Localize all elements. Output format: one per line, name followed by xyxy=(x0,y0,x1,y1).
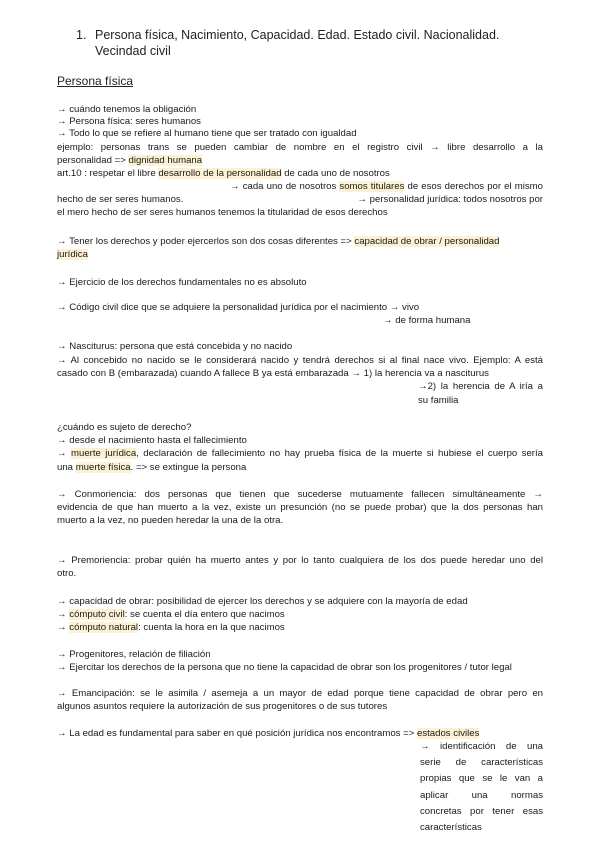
note-text: → Tener los derechos y poder ejercerlos son dos cosas diferentes => xyxy=(57,236,355,247)
note-line: características xyxy=(420,821,482,833)
note-line: → Ejercitar los derechos de la persona que no tiene la capacidad de obrar son los progenitores / tutor legal xyxy=(57,662,512,673)
note-line: → identificación de una xyxy=(420,741,543,752)
highlighted-term: jurídica xyxy=(57,249,88,260)
note-line xyxy=(57,168,543,180)
note-line xyxy=(57,609,543,621)
note-text: , declaración de fallecimiento no hay prueba física de la muerte si hubiese el cuerpo sería xyxy=(136,448,543,459)
note-line: → Al concebido no nacido se le considerará nacido y tendrá derechos si al final nace vivo. Ejemplo: A está xyxy=(57,355,543,366)
note-line: → cuándo tenemos la obligación xyxy=(57,104,197,115)
note-line: hecho de ser seres humanos. xyxy=(57,194,184,205)
title-text: Persona física, Nacimiento, Capacidad. Edad. Estado civil. Nacionalidad. Vecindad civil xyxy=(95,28,500,58)
note-line: → Premoriencia: probar quién ha muerto antes y por lo tanto cualquiera de los dos puede heredar uno del xyxy=(57,555,543,566)
note-line: → Código civil dice que se adquiere la personalidad jurídica por el nacimiento → vivo xyxy=(57,302,420,313)
note-line: → Progenitores, relación de filiación xyxy=(57,649,211,660)
note-line: casado con B (embarazada) cuando A fallece B ya está embarazada → 1) la herencia va a nasciturus xyxy=(57,368,489,379)
note-line: algunos asuntos requiere la autorización de sus progenitores o de sus tutores xyxy=(57,701,388,712)
note-line: propias que se le van a xyxy=(420,773,543,785)
note-line: su familia xyxy=(418,395,459,406)
note-line: → Nasciturus: persona que está concebida y no nacido xyxy=(57,341,293,352)
note-text: de esos derechos por el mismo xyxy=(404,181,543,192)
note-line: ¿cuándo es sujeto de derecho? xyxy=(57,422,192,433)
note-line: →2) la herencia de A iría a xyxy=(418,381,543,392)
note-text: → La edad es fundamental para saber en qué posición jurídica nos encontramos => xyxy=(57,728,417,739)
note-line: → desde el nacimiento hasta el fallecimiento xyxy=(57,435,247,446)
note-line xyxy=(57,249,543,261)
note-text: → cada uno de nosotros xyxy=(230,181,340,192)
note-text: art.10 : respetar el libre xyxy=(57,168,159,179)
highlighted-term: cómputo civil xyxy=(69,609,125,620)
note-line xyxy=(230,181,543,193)
highlighted-term: capacidad de obrar / personalidad xyxy=(354,236,500,247)
note-text: → xyxy=(57,622,70,633)
note-line: muerto a la vez, no pueden heredar la una de la otra. xyxy=(57,515,284,526)
note-text: : cuenta la hora en la que nacimos xyxy=(138,622,285,633)
note-text: de cada uno de nosotros xyxy=(281,168,390,179)
note-text: . => se extingue la persona xyxy=(130,462,247,473)
note-line: → capacidad de obrar: posibilidad de ejercer los derechos y se adquiere con la mayoría de edad xyxy=(57,596,468,607)
title-number: 1. xyxy=(76,28,87,42)
note-line: ejemplo: personas trans se pueden cambiar de nombre en el registro civil → libre desarrollo a la xyxy=(57,142,543,153)
highlighted-term: muerte física xyxy=(75,462,131,473)
highlighted-term: muerte jurídica xyxy=(71,448,137,459)
right-note-block xyxy=(420,741,543,838)
note-text: → xyxy=(57,609,70,620)
note-line: otro. xyxy=(57,568,77,579)
note-line: → Conmoriencia: dos personas que tienen que sucederse mutuamente fallecen simultáneamente → xyxy=(57,489,543,500)
note-line: concretas por tener esas xyxy=(420,805,543,817)
note-text: → xyxy=(57,448,71,459)
note-text: una xyxy=(57,462,76,473)
section-heading: Persona física xyxy=(57,74,134,88)
note-text: personalidad => xyxy=(57,155,129,166)
note-line: → Ejercicio de los derechos fundamentales no es absoluto xyxy=(57,277,307,288)
highlighted-term: dignidad humana xyxy=(128,155,203,166)
note-line xyxy=(57,622,543,634)
note-line xyxy=(57,236,543,248)
highlighted-term: somos titulares xyxy=(339,181,405,192)
page-title xyxy=(76,27,546,59)
note-line xyxy=(57,728,543,740)
note-line: serie de características xyxy=(420,757,543,769)
note-line: → Emancipación: se le asimila / asemeja a un mayor de edad porque tiene capacidad de obrar pero en xyxy=(57,688,543,699)
note-line: aplicar una normas xyxy=(420,789,543,801)
highlighted-term: estados civiles xyxy=(417,728,480,739)
note-text: : se cuenta el día entero que nacimos xyxy=(124,609,285,620)
note-line xyxy=(57,448,543,460)
note-line xyxy=(57,155,543,167)
note-line: → Todo lo que se refiere al humano tiene que ser tratado con igualdad xyxy=(57,128,357,139)
highlighted-term: cómputo natural xyxy=(69,622,139,633)
note-line: el mero hecho de ser seres humanos tenemos la titularidad de esos derechos xyxy=(57,207,388,218)
note-line: evidencia de que han muerto a la vez, existe un presunción (no se puede probar) que la dos personas han xyxy=(57,502,543,513)
note-line xyxy=(57,462,543,474)
note-line: → Persona física: seres humanos xyxy=(57,116,201,127)
note-line: → de forma humana xyxy=(383,315,471,326)
note-line: → personalidad jurídica: todos nosotros por xyxy=(357,194,543,205)
highlighted-term: desarrollo de la personalidad xyxy=(158,168,282,179)
